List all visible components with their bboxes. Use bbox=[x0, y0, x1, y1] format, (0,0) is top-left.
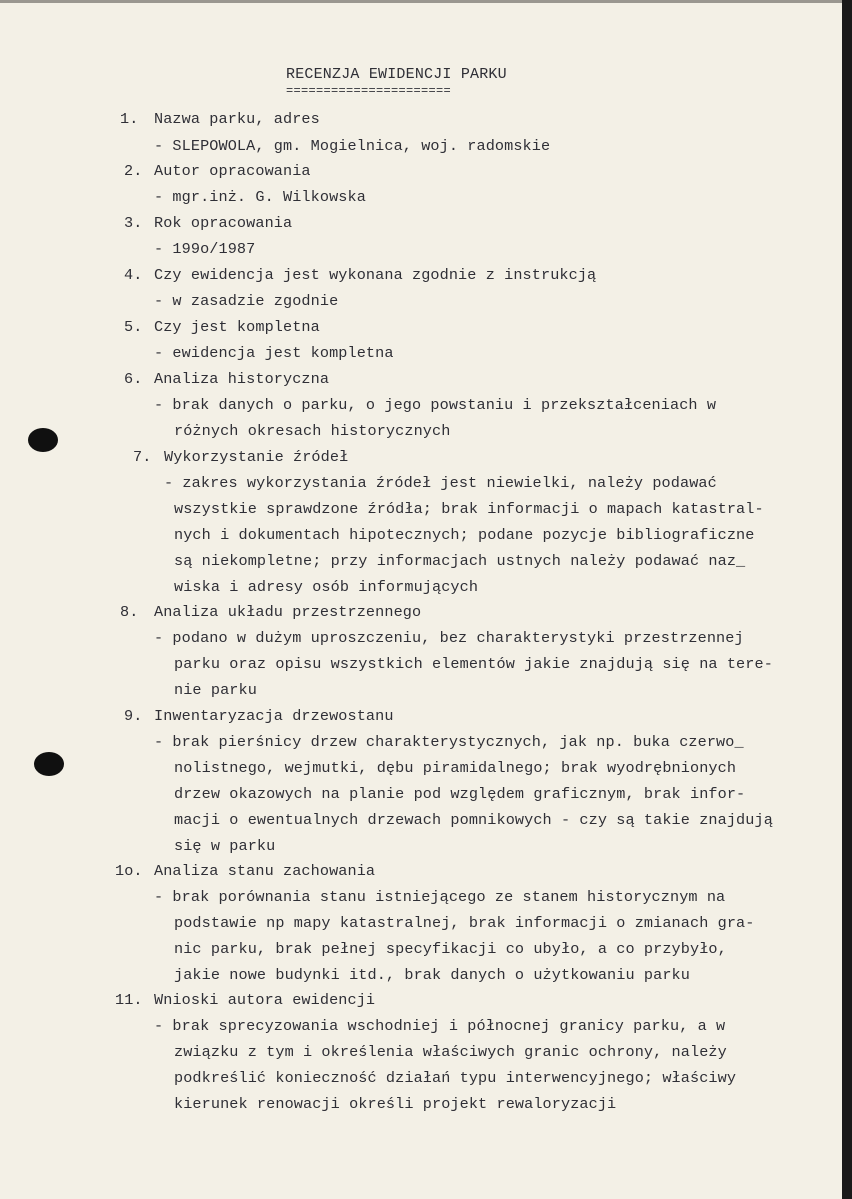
item-number: 1o. bbox=[115, 862, 143, 880]
item-line: - brak danych o parku, o jego powstaniu i przekształceniach w bbox=[154, 396, 717, 414]
item-line: kierunek renowacji określi projekt rewaloryzacji bbox=[174, 1095, 617, 1113]
item-line: - brak pierśnicy drzew charakterystycznych, jak np. buka czerwo_ bbox=[154, 733, 744, 751]
item-line: nolistnego, wejmutki, dębu piramidalnego; brak wyodrębnionych bbox=[174, 759, 737, 777]
item-heading: Analiza stanu zachowania bbox=[154, 862, 376, 880]
item-line: - brak sprecyzowania wschodniej i północnej granicy parku, a w bbox=[154, 1017, 726, 1035]
item-number: 8. bbox=[120, 603, 139, 621]
item-number: 6. bbox=[124, 370, 143, 388]
item-line: różnych okresach historycznych bbox=[174, 422, 451, 440]
item-heading: Rok opracowania bbox=[154, 214, 293, 232]
item-line: - brak porównania stanu istniejącego ze stanem historycznym na bbox=[154, 888, 726, 906]
item-line: - w zasadzie zgodnie bbox=[154, 292, 339, 310]
item-line: wszystkie sprawdzone źródła; brak informacji o mapach katastral- bbox=[174, 500, 764, 518]
item-line: są niekompletne; przy informacjach ustnych należy podawać naz_ bbox=[174, 552, 746, 570]
item-number: 7. bbox=[133, 448, 152, 466]
item-number: 2. bbox=[124, 162, 143, 180]
item-heading: Nazwa parku, adres bbox=[154, 110, 320, 128]
item-line: macji o ewentualnych drzewach pomnikowych - czy są takie znajdują bbox=[174, 811, 773, 829]
item-line: podstawie np mapy katastralnej, brak informacji o zmianach gra- bbox=[174, 914, 755, 932]
title-underline: ====================== bbox=[286, 84, 452, 98]
item-line: nic parku, brak pełnej specyfikacji co ubyło, a co przybyło, bbox=[174, 940, 727, 958]
item-line: - SLEPOWOLA, gm. Mogielnica, woj. radomskie bbox=[154, 137, 551, 155]
item-heading: Analiza historyczna bbox=[154, 370, 330, 388]
item-heading: Autor opracowania bbox=[154, 162, 311, 180]
item-number: 5. bbox=[124, 318, 143, 336]
item-line: - zakres wykorzystania źródeł jest niewielki, należy podawać bbox=[164, 474, 717, 492]
item-heading: Inwentaryzacja drzewostanu bbox=[154, 707, 394, 725]
item-line: nych i dokumentach hipotecznych; podane pozycje bibliograficzne bbox=[174, 526, 755, 544]
item-heading: Wnioski autora ewidencji bbox=[154, 991, 376, 1009]
item-number: 1. bbox=[120, 110, 139, 128]
item-heading: Czy jest kompletna bbox=[154, 318, 320, 336]
item-line: związku z tym i określenia właściwych granic ochrony, należy bbox=[174, 1043, 727, 1061]
item-number: 4. bbox=[124, 266, 143, 284]
item-line: się w parku bbox=[174, 837, 276, 855]
item-line: nie parku bbox=[174, 681, 257, 699]
item-line: - mgr.inż. G. Wilkowska bbox=[154, 188, 366, 206]
item-line: - podano w dużym uproszczeniu, bez charakterystyki przestrzennej bbox=[154, 629, 744, 647]
item-number: 11. bbox=[115, 991, 143, 1009]
item-line: - 199o/1987 bbox=[154, 240, 256, 258]
item-line: podkreślić konieczność działań typu interwencyjnego; właściwy bbox=[174, 1069, 737, 1087]
document-title: RECENZJA EWIDENCJI PARKU bbox=[286, 66, 507, 83]
item-heading: Wykorzystanie źródeł bbox=[164, 448, 349, 466]
item-number: 9. bbox=[124, 707, 143, 725]
item-heading: Analiza układu przestrzennego bbox=[154, 603, 422, 621]
item-line: drzew okazowych na planie pod względem graficznym, brak infor- bbox=[174, 785, 746, 803]
item-line: - ewidencja jest kompletna bbox=[154, 344, 394, 362]
item-line: parku oraz opisu wszystkich elementów jakie znajdują się na tere- bbox=[174, 655, 773, 673]
item-number: 3. bbox=[124, 214, 143, 232]
item-line: jakie nowe budynki itd., brak danych o użytkowaniu parku bbox=[174, 966, 690, 984]
item-line: wiska i adresy osób informujących bbox=[174, 578, 479, 596]
item-heading: Czy ewidencja jest wykonana zgodnie z instrukcją bbox=[154, 266, 597, 284]
